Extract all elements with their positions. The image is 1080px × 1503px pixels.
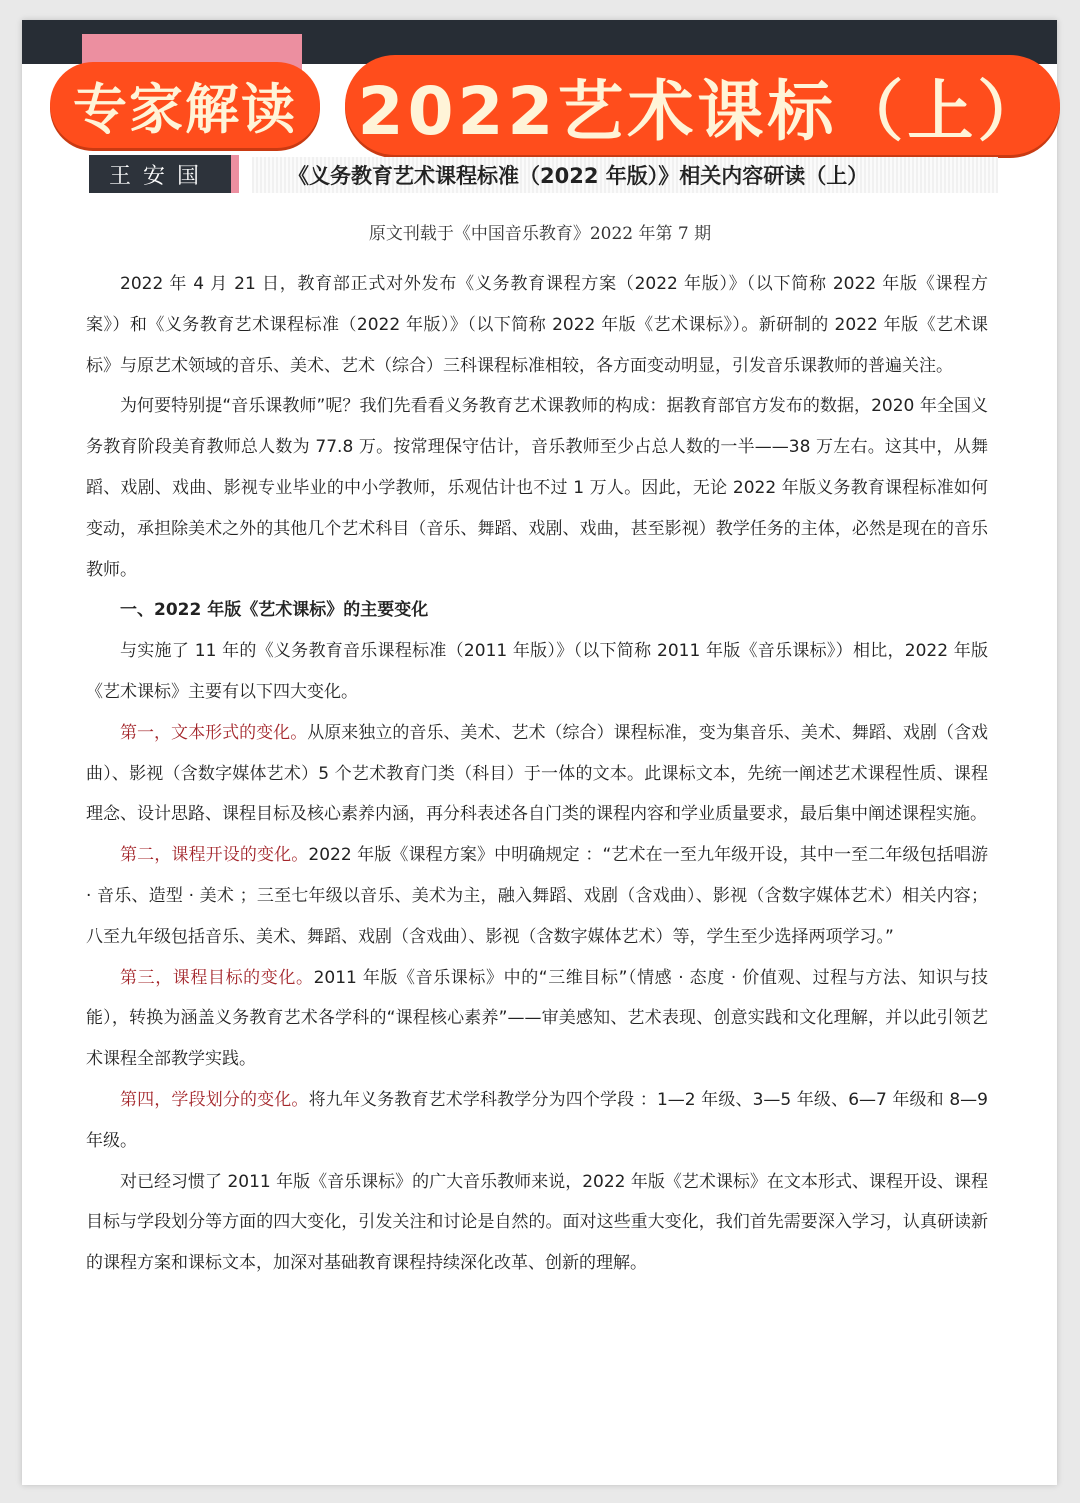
paragraph: 与实施了 11 年的《义务教育音乐课程标准（2011 年版）》（以下简称 2011 年版《音乐课标》）相比，2022 年版《艺术课标》主要有以下四大变化。 (86, 641, 988, 702)
change-3-lead: 第三，课程目标的变化。 (120, 967, 314, 988)
expert-tag-banner: 专家解读 (50, 62, 320, 148)
paragraph (86, 835, 988, 957)
paragraph: 2022 年 4 月 21 日，教育部正式对外发布《义务教育课程方案（2022 年版）》（以下简称 2022 年版《课程方案》）和《义务教育艺术课程标准（2022 年版）》（以下简称 2022 年版《艺术课标》）。新研制的 2022 年版《艺术课标》与原艺术领域的音乐、美术、艺术（综合）三科课程标准相较，各方面变动明显，引发音乐课教师的普遍关注。 (86, 274, 988, 376)
paragraph (86, 958, 988, 1080)
section-heading: 一、2022 年版《艺术课标》的主要变化 (120, 600, 429, 621)
article-body (86, 264, 988, 1284)
change-3-text: 2011 年版《音乐课标》中的“三维目标”（情感 · 态度 · 价值观、过程与方法、知识与技能），转换为涵盖义务教育艺术各学科的“课程核心素养”——审美感知、艺术表现、创意实践和文化理解，并以此引领艺术课程全部教学实践。 (86, 967, 989, 1070)
change-1-lead: 第一，文本形式的变化。 (120, 722, 308, 743)
change-2-lead: 第二，课程开设的变化。 (120, 845, 309, 866)
source-note: 原文刊载于《中国音乐教育》2022 年第 7 期 (368, 224, 712, 244)
change-2-text: 2022 年版《课程方案》中明确规定 ：“艺术在一至九年级开设，其中一至二年级包括唱游 · 音乐、造型 · 美术 ；三至七年级以音乐、美术为主，融入舞蹈、戏剧（含戏曲）、影视（含数字媒体艺术）相关内容；八至九年级包括音乐、美术、舞蹈、戏剧（含戏曲）、影视（含数字媒体艺术）等，学生至少选择两项学习。” (86, 845, 988, 947)
paragraph (86, 713, 988, 835)
paragraph: 为何要特别提“音乐课教师”呢？我们先看看义务教育艺术课教师的构成：据教育部官方发布的数据，2020 年全国义务教育阶段美育教师总人数为 77.8 万。按常理保守估计，音乐教师至少占总人数的一半——38 万左右。这其中，从舞蹈、戏剧、戏曲、影视专业毕业的中小学教师，乐观估计也不过 1 万人。因此，无论 2022 年版义务教育课程标准如何变动，承担除美术之外的其他几个艺术科目（音乐、舞蹈、戏剧、戏曲，甚至影视）教学任务的主体，必然是现在的音乐教师。 (86, 396, 988, 580)
change-1-text: 从原来独立的音乐、美术、艺术（综合）课程标准，变为集音乐、美术、舞蹈、戏剧（含戏曲）、影视（含数字媒体艺术）5 个艺术教育门类（科目）于一体的文本。此课标文本，先统一阐述艺术课程性质、课程理念、设计思路、课程目标及核心素养内涵，再分科表述各自门类的课程内容和学业质量要求，最后集中阐述课程实施。 (86, 722, 989, 825)
article-title (252, 157, 998, 193)
author-label: 王安国 (89, 155, 239, 193)
change-4-text: 将九年义务教育艺术学科教学分为四个学段 ：1—2 年级、3—5 年级、6—7 年级和 8—9 年级。 (86, 1089, 988, 1151)
change-4-lead: 第四，学段划分的变化。 (120, 1089, 309, 1110)
paragraph (86, 1080, 988, 1162)
headline-banner: 2022艺术课标（上） (345, 55, 1060, 155)
paragraph: 对已经习惯了 2011 年版《音乐课标》的广大音乐教师来说，2022 年版《艺术课标》在文本形式、课程开设、课程目标与学段划分等方面的四大变化，引发关注和讨论是自然的。面对这些重大变化，我们首先需要深入学习，认真研读新的课程方案和课标文本，加深对基础教育课程持续深化改革、创新的理解。 (86, 1171, 988, 1274)
article-title-text: 《义务教育艺术课程标准（2022 年版）》相关内容研读（上） (288, 164, 869, 188)
